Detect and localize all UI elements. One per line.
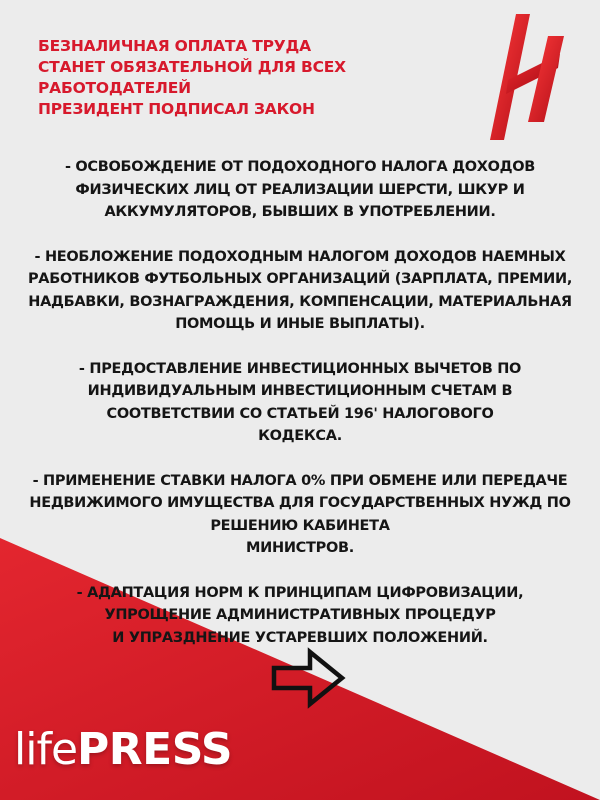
list-item-line: НАДБАВКИ, ВОЗНАГРАЖДЕНИЯ, КОМПЕНСАЦИИ, МАТЕРИАЛЬНАЯ [28,293,572,310]
list-item-line: МИНИСТРОВ. [246,540,354,556]
header-title [38,36,438,120]
list-item-line: - ОСВОБОЖДЕНИЕ ОТ ПОДОХОДНОГО НАЛОГА ДОХОДОВ [64,159,536,175]
lifepress-slash-logo-icon [486,10,576,150]
list-item-line: И УПРАЗДНЕНИЕ УСТАРЕВШИХ ПОЛОЖЕНИЙ. [112,629,488,646]
right-arrow-outline-icon [270,646,346,710]
list-item-line: - ПРИМЕНЕНИЕ СТАВКИ НАЛОГА 0% ПРИ ОБМЕНЕ ИЛИ ПЕРЕДАЧЕ [32,472,568,489]
lifepress-logo-wordmark [14,720,232,780]
list-item [0,358,600,448]
list-item-line: РАБОТНИКОВ ФУТБОЛЬНЫХ ОРГАНИЗАЦИЙ (ЗАРПЛАТА, ПРЕМИИ, [27,271,573,287]
list-item [0,246,600,336]
list-item [0,470,600,560]
list-item [0,582,600,650]
list-item-line: ФИЗИЧЕСКИХ ЛИЦ ОТ РЕАЛИЗАЦИИ ШЕРСТИ, ШКУР И [75,181,525,198]
list-item [0,156,600,224]
list-item-line: АККУМУЛЯТОРОВ, БЫВШИХ В УПОТРЕБЛЕНИИ. [104,204,496,220]
brand-press: PRESS [77,724,233,775]
list-item-line: - НЕОБЛОЖЕНИЕ ПОДОХОДНЫМ НАЛОГОМ ДОХОДОВ НАЕМНЫХ [34,248,566,265]
list-item-line: - АДАПТАЦИЯ НОРМ К ПРИНЦИПАМ ЦИФРОВИЗАЦИИ, [76,584,524,601]
list-item-line: НЕДВИЖИМОГО ИМУЩЕСТВА ДЛЯ ГОСУДАРСТВЕННЫХ НУЖД ПО [29,495,571,511]
law-provisions-list [0,156,600,671]
list-item-line: ПОМОЩЬ И ИНЫЕ ВЫПЛАТЫ). [175,316,425,332]
list-item-line: ИНДИВИДУАЛЬНЫМ ИНВЕСТИЦИОННЫМ СЧЕТАМ В [87,383,513,399]
brand-life: life [14,724,78,775]
list-item-line: УПРОЩЕНИЕ АДМИНИСТРАТИВНЫХ ПРОЦЕДУР [104,607,496,623]
list-item-line: - ПРЕДОСТАВЛЕНИЕ ИНВЕСТИЦИОННЫХ ВЫЧЕТОВ ПО [78,360,522,377]
list-item-line: РЕШЕНИЮ КАБИНЕТА [210,517,390,534]
list-item-line: КОДЕКСА. [258,428,342,444]
header-title-line: ПРЕЗИДЕНТ ПОДПИСАЛ ЗАКОН [38,100,315,118]
header-title-line: СТАНЕТ ОБЯЗАТЕЛЬНОЙ ДЛЯ ВСЕХ [38,58,346,76]
header-title-line: БЕЗНАЛИЧНАЯ ОПЛАТА ТРУДА [38,37,311,55]
list-item-line: СООТВЕТСТВИИ СО СТАТЬЕЙ 196' НАЛОГОВОГО [106,405,494,422]
header-title-line: РАБОТОДАТЕЛЕЙ [38,79,191,97]
